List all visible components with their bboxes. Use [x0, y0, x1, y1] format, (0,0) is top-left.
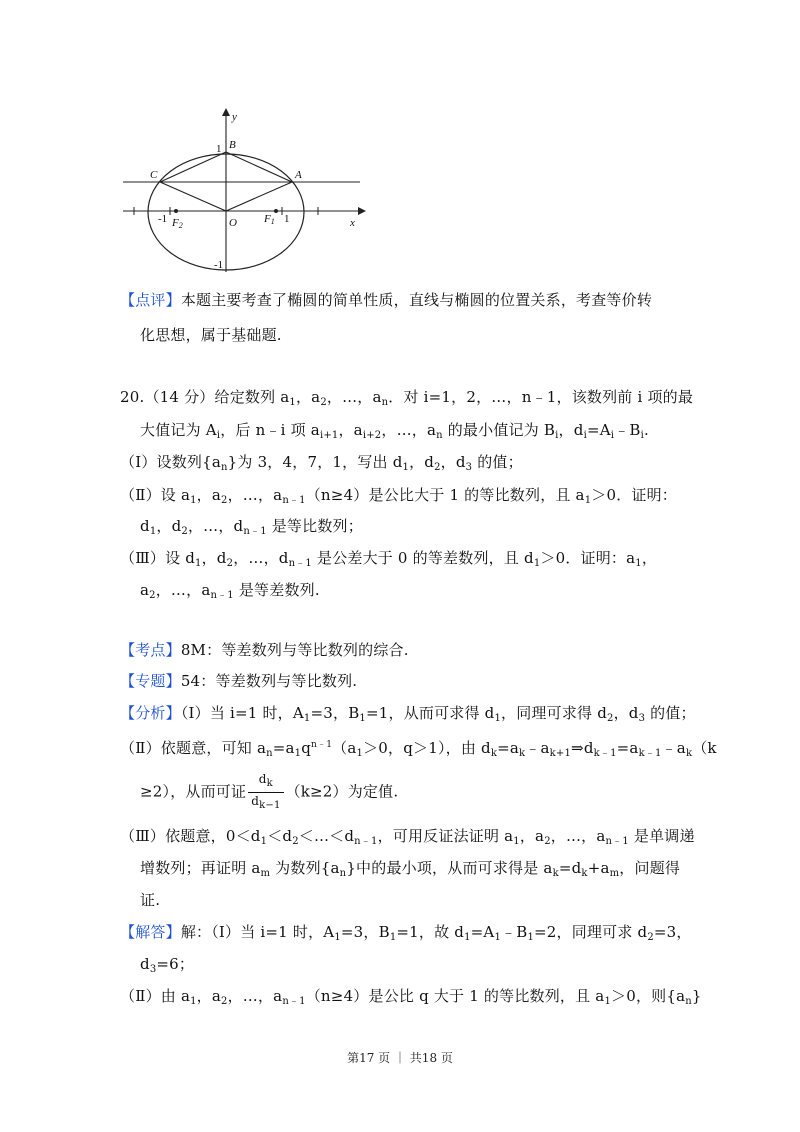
fenxi-line-6: 证. [140, 891, 161, 909]
subscript: n﹣1 [605, 836, 629, 847]
text-run: =1，从而可求得 d [365, 704, 495, 722]
text-run: 的值； [645, 704, 696, 722]
text-run: ，d [201, 549, 227, 567]
text-run: ，…，a [550, 827, 606, 845]
subscript: 2 [544, 836, 551, 847]
subscript: i [555, 430, 559, 441]
subscript: 2 [320, 397, 327, 408]
text-run: =a [497, 739, 520, 757]
ellipse-diagram [118, 104, 368, 276]
text-run: ，…，a [155, 581, 211, 599]
text-run: ，后 n﹣i 项 a [220, 421, 320, 439]
ellipse-figure [118, 104, 368, 276]
subscript: k [266, 778, 273, 789]
text-run: （Ⅲ）设 d [120, 549, 196, 567]
subscript: n [381, 397, 389, 408]
text-run: ，…，d [187, 517, 244, 535]
problem-line-1 [120, 387, 693, 413]
subscript: m [609, 868, 620, 879]
text-run: 增数列；再证明 a [140, 859, 261, 877]
subscript: 1 [294, 748, 302, 759]
subscript: k [552, 868, 559, 879]
fenxi-tag: 【分析】 [120, 704, 181, 722]
subscript: 2 [181, 526, 188, 537]
text-run: ，d [613, 704, 639, 722]
problem-line-2 [140, 420, 649, 446]
text-run: a [140, 581, 150, 599]
subscript: k﹣1 [593, 748, 617, 759]
jieda-line-1 [120, 922, 692, 948]
subscript: 1 [389, 932, 397, 943]
text-run: =3，B [310, 704, 360, 722]
subscript: n﹣1 [354, 836, 378, 847]
text-run: ，a [196, 486, 222, 504]
text-run: ，d [156, 517, 182, 535]
subscript: 2 [221, 996, 228, 1007]
text-run: }为 3，4，7，1，写出 d [227, 453, 403, 471]
text-run: ﹣a [525, 739, 550, 757]
subscript: k [490, 748, 498, 759]
subscript: n﹣1 [210, 590, 234, 601]
fenxi-text-1 [181, 704, 696, 722]
text-run: d [258, 772, 267, 786]
text-run: （Ⅰ）当 i=1 时，A [180, 704, 304, 722]
text-run: 为数列{a [270, 859, 340, 877]
subscript: k+1 [549, 748, 572, 759]
comment-line-1 [120, 290, 652, 310]
subscript: 1 [533, 558, 541, 569]
subscript: i [216, 430, 221, 441]
text-run: 是等比数列； [266, 517, 363, 535]
text-run: } [691, 987, 702, 1005]
fenxi-line-3 [140, 773, 398, 812]
text-run: ⇒d [571, 739, 594, 757]
text-run: ，…，a [227, 486, 283, 504]
subscript: 1 [513, 836, 520, 847]
subscript: 2 [226, 558, 234, 569]
subscript: 2 [149, 590, 156, 601]
subscript: n [266, 748, 273, 759]
text-run: ，a [295, 388, 321, 406]
fenxi-line-5 [140, 858, 680, 884]
comment-line-2: 化思想，属于基础题. [140, 326, 282, 344]
text-run: d [140, 955, 150, 973]
zhuanti-text: 54：等差数列与等比数列. [180, 672, 358, 690]
subscript: 2 [607, 713, 614, 724]
comment-tag: 【点评】 [120, 291, 181, 309]
subscript: 1 [494, 932, 502, 943]
subscript: 1 [289, 397, 296, 408]
subscript: n [339, 868, 347, 879]
text-run: （Ⅱ）设 a [120, 486, 191, 504]
fraction-dk-over-dk1 [248, 773, 283, 812]
focus-f2-label: F2 [172, 217, 183, 230]
subscript: 1 [527, 932, 535, 943]
text-run: ＜d [267, 827, 293, 845]
text-run: ，问题得 [619, 859, 681, 877]
text-run: ，可用反证法证明 a [377, 827, 514, 845]
text-run: =a [272, 739, 295, 757]
text-run: ﹣B [614, 421, 641, 439]
fraction-numerator [248, 773, 283, 793]
zhuanti-line [120, 671, 357, 691]
fenxi-text-3-post: （k≥2）为定值. [285, 782, 399, 801]
fenxi-line-4 [120, 826, 695, 852]
problem-line-4 [120, 485, 677, 511]
subscript: 1 [635, 558, 642, 569]
text-run: 是等差数列. [233, 581, 320, 599]
subscript: 3 [465, 462, 473, 473]
text-run: （k [692, 739, 717, 757]
x-axis-arrow [358, 207, 366, 215]
text-run: ，…，a [326, 388, 382, 406]
point-a-label: A [295, 169, 302, 181]
subscript: n [221, 462, 228, 473]
text-run: q [301, 739, 312, 757]
subscript: m [260, 868, 271, 879]
text-run: （n≥4）是公比大于 1 的等比数列，且 a [305, 486, 585, 504]
subscript: 1 [190, 996, 197, 1007]
text-run: =A [470, 923, 495, 941]
text-run: 20.（14 分）给定数列 a [120, 388, 290, 406]
text-run: ，a [196, 987, 222, 1005]
problem-line-5 [140, 516, 363, 542]
subscript: 2 [221, 495, 228, 506]
comment-text-1: 本题主要考查了椭圆的简单性质，直线与椭圆的位置关系，考查等价转 [180, 291, 653, 309]
text-run: =a [616, 739, 639, 757]
text-run: ＞0．证明： [591, 486, 678, 504]
text-run: ，a [338, 421, 363, 439]
text-run: ， [641, 549, 658, 567]
focus-f1-point [274, 209, 278, 213]
tick-right-label: 1 [284, 213, 290, 225]
superscript: n﹣1 [311, 740, 333, 750]
focus-f2-point [174, 209, 178, 213]
x-axis-label: x [350, 217, 355, 229]
focus-f1-label: F1 [264, 213, 275, 226]
subscript: k [519, 748, 526, 759]
text-run: 的最小值记为 B [442, 421, 556, 439]
subscript: 1 [494, 713, 502, 724]
text-run: （Ⅰ）设数列{a [120, 453, 222, 471]
text-run: （Ⅲ）依题意，0＜d [120, 827, 261, 845]
kaodian-tag: 【考点】 [120, 641, 181, 659]
text-run: （Ⅱ）由 a [120, 987, 191, 1005]
text-run: ．对 i=1，2，…，n﹣1，该数列前 i 项的最 [388, 388, 694, 406]
problem-line-6 [120, 548, 657, 574]
text-run: }中的最小项，从而可求得是 a [346, 859, 553, 877]
subscript: 1 [190, 495, 197, 506]
text-run: 大值记为 A [140, 421, 217, 439]
text-run: ，d [409, 453, 435, 471]
subscript: k [581, 868, 588, 879]
subscript: k﹣1 [638, 748, 662, 759]
page-footer: 第17 页 ｜ 共18 页 [347, 1051, 453, 1065]
text-run: 解：（Ⅰ）当 i=1 时，A [180, 923, 335, 941]
y-axis-label: y [232, 111, 237, 123]
kaodian-line [120, 640, 409, 660]
subscript: 1 [149, 526, 157, 537]
subscript: 1 [334, 932, 341, 943]
problem-line-7 [140, 580, 320, 606]
text-run: . [644, 421, 649, 439]
subscript: 3 [149, 964, 157, 975]
subscript: 1 [584, 495, 592, 506]
subscript: i [640, 430, 645, 441]
text-run: +a [587, 859, 610, 877]
subscript: 1 [356, 748, 364, 759]
text-run: 是公差大于 0 的等差数列，且 d [312, 549, 534, 567]
fenxi-line-2 [120, 735, 717, 764]
text-run: =3，B [340, 923, 390, 941]
text-run: 是单调递 [628, 827, 695, 845]
subscript: n﹣1 [282, 996, 306, 1007]
subscript: 1 [604, 996, 611, 1007]
subscript: i [583, 430, 587, 441]
text-run: =1，故 d [396, 923, 465, 941]
text-run: ，同理可求得 d [501, 704, 608, 722]
text-run: =A [586, 421, 611, 439]
jieda-tag: 【解答】 [120, 923, 181, 941]
subscript: 1 [195, 558, 202, 569]
text-run: （Ⅱ）依题意，可知 a [120, 739, 267, 757]
tick-left-label: -1 [158, 213, 168, 225]
problem-line-3 [120, 452, 523, 478]
text-run: d [140, 517, 150, 535]
point-c-label: C [150, 169, 158, 181]
text-run: =6； [156, 955, 195, 973]
y-axis-arrow [222, 108, 230, 116]
subscript: i+1 [319, 430, 339, 441]
text-run: =3， [653, 923, 692, 941]
subscript: n [685, 996, 692, 1007]
kaodian-text: 8M：等差数列与等比数列的综合. [180, 641, 409, 659]
subscript: 3 [638, 713, 646, 724]
zhuanti-tag: 【专题】 [120, 672, 181, 690]
subscript: 2 [292, 836, 299, 847]
text-run: ＞0，则{a [611, 987, 686, 1005]
fenxi-line-1 [120, 703, 696, 729]
fraction-denominator [248, 793, 283, 812]
subscript: i [610, 430, 615, 441]
subscript: n [436, 430, 443, 441]
tick-top-label: 1 [216, 143, 222, 155]
subscript: 2 [647, 932, 654, 943]
subscript: 1 [260, 836, 268, 847]
tick-bottom-label: -1 [214, 259, 224, 271]
text-run: ﹣a [661, 739, 686, 757]
jieda-line-3 [120, 986, 702, 1012]
jieda-line-2 [140, 954, 194, 980]
text-run: ＜…＜d [298, 827, 355, 845]
text-run: ，d [558, 421, 584, 439]
subscript: 1 [464, 932, 471, 943]
subscript: 1 [359, 713, 366, 724]
subscript: k [685, 748, 693, 759]
subscript: i+2 [362, 430, 382, 441]
point-o-label: O [229, 217, 237, 229]
subscript: 2 [434, 462, 441, 473]
fenxi-text-3-pre: ≥2），从而可证 [140, 782, 247, 801]
text-run: ，…，d [233, 549, 289, 567]
text-run: ，…，a [227, 987, 283, 1005]
subscript: n﹣1 [288, 558, 312, 569]
text-run: ，a [519, 827, 545, 845]
text-run: （n≥4）是公比 q 大于 1 的等比数列，且 a [305, 987, 605, 1005]
subscript: k−1 [259, 800, 281, 811]
subscript: 1 [303, 713, 311, 724]
text-run: =d [558, 859, 582, 877]
text-run: d [251, 794, 260, 808]
text-run: ＞0，q＞1），由 d [363, 739, 491, 757]
point-b-label: B [229, 139, 236, 151]
text-run: ＞0．证明：a [540, 549, 636, 567]
text-run: （a [332, 739, 357, 757]
text-run: =2，同理可求 d [534, 923, 648, 941]
subscript: n﹣1 [243, 526, 267, 537]
text-run: ，d [440, 453, 466, 471]
jieda-text-1 [181, 923, 692, 941]
subscript: 1 [402, 462, 410, 473]
text-run: ，…，a [381, 421, 437, 439]
text-run: 的值； [472, 453, 523, 471]
text-run: ﹣B [501, 923, 528, 941]
subscript: n﹣1 [282, 495, 306, 506]
